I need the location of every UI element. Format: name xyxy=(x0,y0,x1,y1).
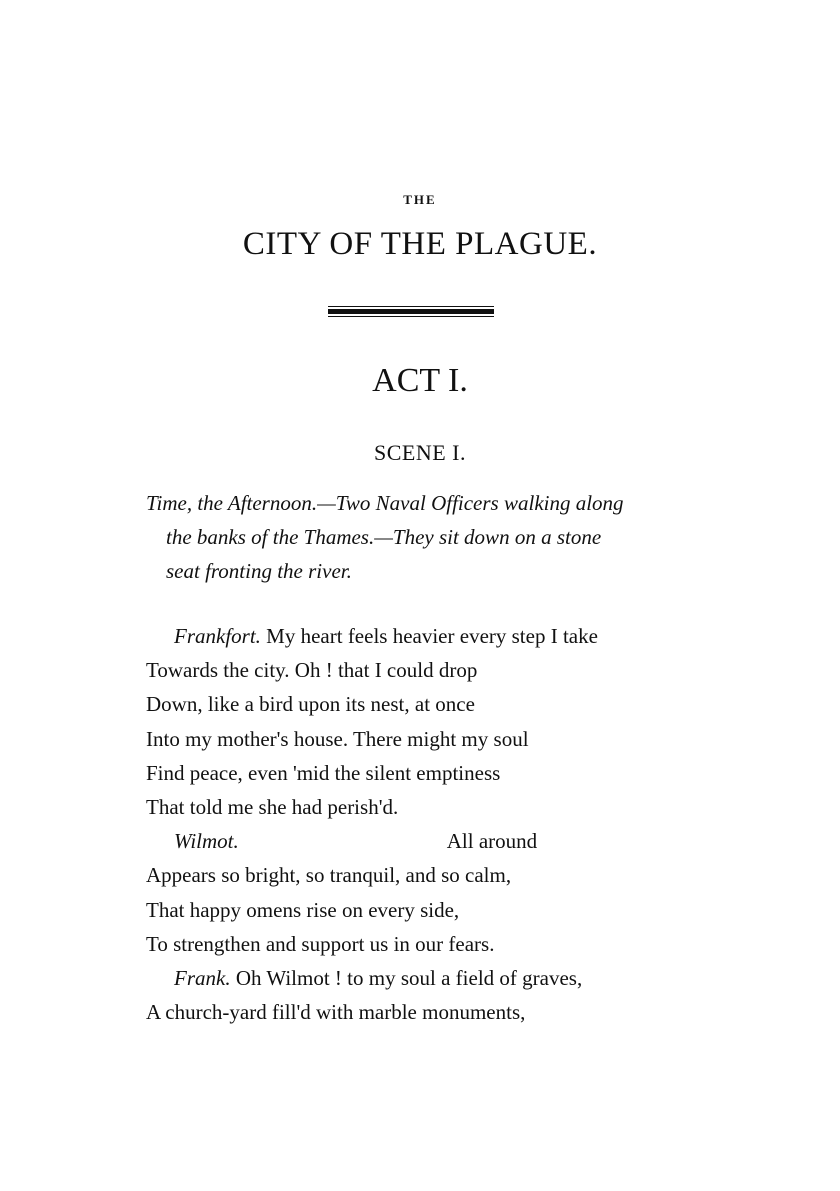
verse-line xyxy=(146,961,726,995)
verse-line: A church-yard fill'd with marble monuments, xyxy=(146,1000,526,1025)
title-prefix: THE xyxy=(403,192,437,207)
verse-text: All around xyxy=(446,829,538,854)
speaker-name: Frankfort. xyxy=(174,624,261,648)
speaker-name: Wilmot. xyxy=(174,829,239,854)
verse-text: Oh Wilmot ! to my soul a field of graves, xyxy=(230,966,583,991)
verse-line: Into my mother's house. There might my soul xyxy=(146,726,529,751)
verse-line: Find peace, even 'mid the silent emptiness xyxy=(146,760,501,785)
verse-block xyxy=(146,619,726,1029)
verse-line: Appears so bright, so tranquil, and so calm, xyxy=(146,863,512,888)
verse-line: That told me she had perish'd. xyxy=(146,795,399,820)
verse-line xyxy=(146,824,726,858)
verse-text: My heart feels heavier every step I take xyxy=(260,624,598,648)
verse-line: To strengthen and support us in our fears. xyxy=(146,931,495,956)
title-rule-divider xyxy=(328,306,494,319)
scene-heading: SCENE I. xyxy=(374,440,466,465)
verse-line: Towards the city. Oh ! that I could drop xyxy=(146,658,478,683)
stage-direction xyxy=(146,486,706,588)
stage-direction-line: Time, the Afternoon.—Two Naval Officers walking along xyxy=(146,491,624,515)
stage-direction-line: seat fronting the river. xyxy=(166,559,352,583)
play-title: CITY OF THE PLAGUE. xyxy=(242,226,598,262)
verse-line: Down, like a bird upon its nest, at once xyxy=(146,692,475,717)
act-heading: ACT I. xyxy=(372,362,468,399)
stage-direction-line: the banks of the Thames.—They sit down on a stone xyxy=(166,525,602,549)
speaker-name: Frank. xyxy=(174,966,231,991)
verse-line xyxy=(146,619,726,653)
verse-line: That happy omens rise on every side, xyxy=(146,897,460,922)
